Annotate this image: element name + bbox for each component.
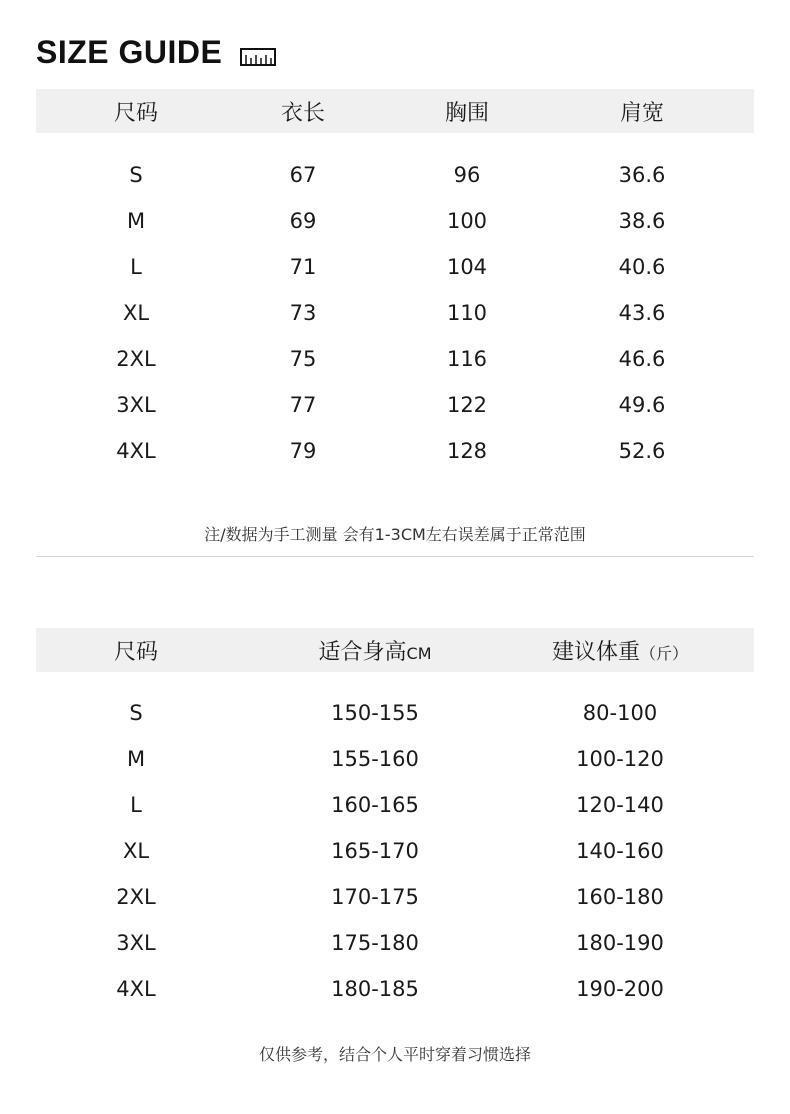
header-height — [236, 635, 514, 666]
table-header — [36, 89, 754, 133]
table-cell: 49.6 — [618, 393, 666, 417]
table-cell: 180-190 — [576, 931, 664, 955]
table-row — [36, 874, 754, 920]
table-cell: 52.6 — [618, 439, 666, 463]
table-cell: 104 — [446, 255, 488, 279]
header-length: 衣长 — [280, 100, 325, 126]
table-cell: 150-155 — [331, 701, 419, 725]
ruler-icon — [240, 40, 276, 64]
table-body — [36, 152, 754, 474]
table-cell: XL — [122, 301, 150, 325]
table-cell: 2XL — [116, 885, 156, 909]
table-body — [36, 690, 754, 1012]
header-weight — [514, 635, 726, 666]
table-cell: 79 — [289, 439, 317, 463]
table-cell: L — [130, 793, 142, 817]
table-cell: M — [126, 209, 146, 233]
header-size-text: 尺码 — [113, 639, 158, 665]
table-row — [36, 736, 754, 782]
table-cell: 4XL — [116, 977, 156, 1001]
header-chest: 胸围 — [444, 100, 489, 126]
size-measurement-table — [36, 89, 754, 474]
header-size — [36, 635, 236, 666]
table-cell: 165-170 — [331, 839, 419, 863]
table-cell: 96 — [453, 163, 481, 187]
table-row — [36, 198, 754, 244]
table-row — [36, 290, 754, 336]
table-row — [36, 828, 754, 874]
table-cell: 175-180 — [331, 931, 419, 955]
table-row — [36, 152, 754, 198]
table-cell: S — [129, 701, 143, 725]
table-cell: 170-175 — [331, 885, 419, 909]
reference-note: 仅供参考，结合个人平时穿着习惯选择 — [258, 1045, 531, 1064]
table-row — [36, 336, 754, 382]
header-shoulder: 肩宽 — [619, 100, 664, 126]
table-cell: 71 — [289, 255, 317, 279]
divider — [36, 556, 754, 557]
table-cell: 43.6 — [618, 301, 666, 325]
table-cell: 160-180 — [576, 885, 664, 909]
table-cell: 40.6 — [618, 255, 666, 279]
table-cell: 38.6 — [618, 209, 666, 233]
table-cell: S — [129, 163, 143, 187]
table-cell: 120-140 — [576, 793, 664, 817]
table-cell: 116 — [446, 347, 488, 371]
table-cell: 77 — [289, 393, 317, 417]
size-recommendation-table — [36, 628, 754, 1012]
table-row — [36, 690, 754, 736]
table-row — [36, 244, 754, 290]
table-cell: 80-100 — [582, 701, 658, 725]
table-cell: 46.6 — [618, 347, 666, 371]
table-cell: 73 — [289, 301, 317, 325]
table-cell: 3XL — [116, 393, 156, 417]
table-row — [36, 782, 754, 828]
table-cell: 36.6 — [618, 163, 666, 187]
table-cell: L — [130, 255, 142, 279]
table-cell: 4XL — [116, 439, 156, 463]
table-cell: 75 — [289, 347, 317, 371]
table-cell: 190-200 — [576, 977, 664, 1001]
table-row — [36, 382, 754, 428]
table-cell: M — [126, 747, 146, 771]
table-cell: 2XL — [116, 347, 156, 371]
table-cell: 180-185 — [331, 977, 419, 1001]
page-title — [36, 30, 276, 74]
table-row — [36, 428, 754, 474]
table-cell: 3XL — [116, 931, 156, 955]
table-cell: 69 — [289, 209, 317, 233]
title-text: SIZE GUIDE — [36, 33, 223, 70]
table-cell: 140-160 — [576, 839, 664, 863]
header-size: 尺码 — [113, 100, 158, 126]
header-height-text: 适合身高 — [318, 639, 407, 665]
table-cell: 160-165 — [331, 793, 419, 817]
measurement-note: 注/数据为手工测量 会有1-3CM左右误差属于正常范围 — [204, 525, 586, 544]
table-cell: 100 — [446, 209, 488, 233]
table-cell: XL — [122, 839, 150, 863]
header-weight-text: 建议体重 — [551, 639, 640, 665]
table-cell: 128 — [446, 439, 488, 463]
table-cell: 100-120 — [576, 747, 664, 771]
table-header — [36, 628, 754, 672]
header-weight-unit: （斤） — [640, 643, 689, 663]
table-cell: 110 — [446, 301, 488, 325]
header-height-unit: CM — [406, 643, 432, 663]
table-row — [36, 966, 754, 1012]
table-cell: 122 — [446, 393, 488, 417]
table-cell: 155-160 — [331, 747, 419, 771]
table-cell: 67 — [289, 163, 317, 187]
table-row — [36, 920, 754, 966]
